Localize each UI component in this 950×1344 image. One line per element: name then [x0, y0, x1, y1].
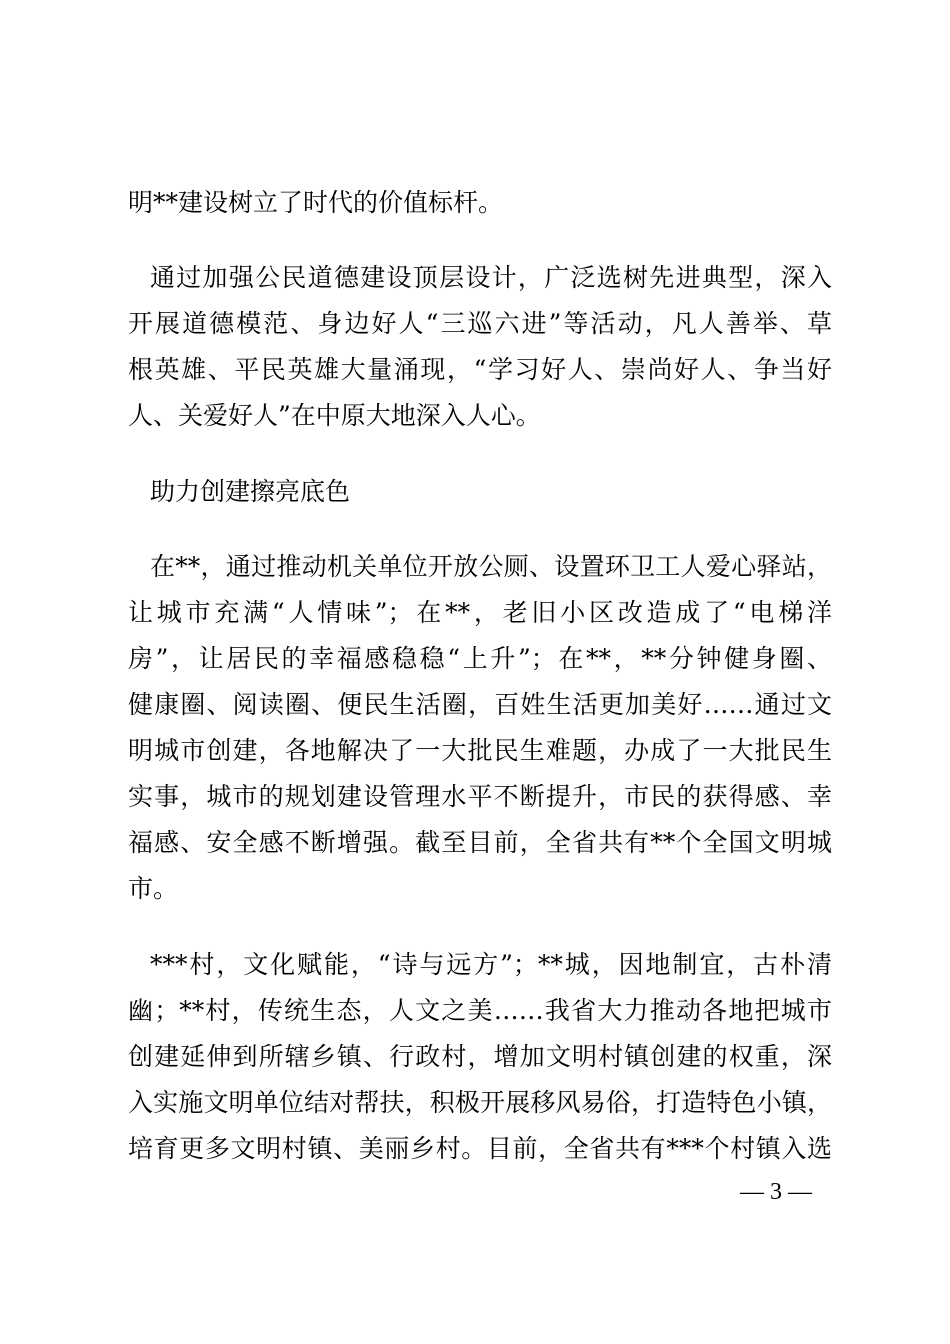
- text-line: 人、关爱好人”在中原大地深入人心。: [128, 401, 541, 430]
- text-line: 通过加强公民道德建设顶层设计，广泛选树先进典型，深入: [150, 263, 832, 292]
- text-line: 福感、安全感不断增强。截至目前，全省共有**个全国文明城: [128, 828, 832, 857]
- text-line: 入实施文明单位结对帮扶，积极开展移风易俗，打造特色小镇，: [128, 1088, 832, 1117]
- text-line: 创建延伸到所辖乡镇、行政村，增加文明村镇创建的权重，深: [128, 1042, 832, 1071]
- text-line: 让城市充满“人情味”；在**，老旧小区改造成了“电梯洋: [128, 598, 832, 627]
- text-line: 开展道德模范、身边好人“三巡六进”等活动，凡人善举、草: [128, 309, 832, 338]
- text-line: 根英雄、平民英雄大量涌现，“学习好人、崇尚好人、争当好: [128, 355, 832, 384]
- text-line: 实事，城市的规划建设管理水平不断提升，市民的获得感、幸: [128, 782, 832, 811]
- text-line: 幽；**村，传统生态，人文之美……我省大力推动各地把城市: [128, 996, 832, 1025]
- text-line: 健康圈、阅读圈、便民生活圈，百姓生活更加美好……通过文: [128, 690, 832, 719]
- text-line: 市。: [128, 874, 179, 903]
- text-line: 明**建设树立了时代的价值标杆。: [128, 188, 504, 217]
- text-line: 明城市创建，各地解决了一大批民生难题，办成了一大批民生: [128, 736, 832, 765]
- text-line: 培育更多文明村镇、美丽乡村。目前，全省共有***个村镇入选: [128, 1134, 832, 1163]
- text-line: 房”，让居民的幸福感稳稳“上升”；在**，**分钟健身圈、: [128, 644, 832, 673]
- section-heading: 助力创建擦亮底色: [150, 477, 351, 506]
- text-line: 在**，通过推动机关单位开放公厕、设置环卫工人爱心驿站，: [150, 552, 832, 581]
- text-line: ***村，文化赋能，“诗与远方”；**城，因地制宜，古朴清: [150, 950, 832, 979]
- page-number: — 3 —: [740, 1179, 812, 1205]
